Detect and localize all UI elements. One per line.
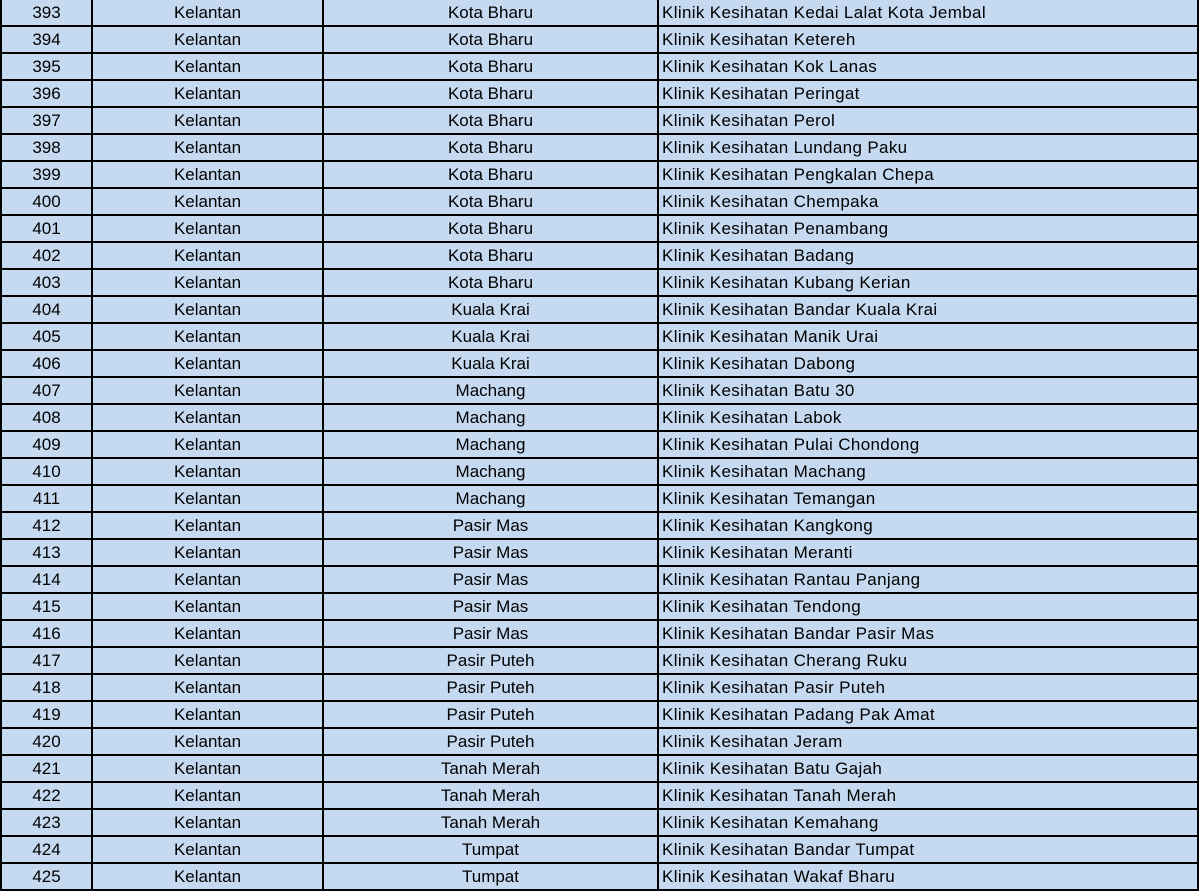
clinic-name-cell: Klinik Kesihatan Kubang Kerian [658, 269, 1198, 296]
table-row [1, 242, 1198, 269]
table-row [1, 269, 1198, 296]
clinic-name-cell: Klinik Kesihatan Perol [658, 107, 1198, 134]
table-row [1, 215, 1198, 242]
row-number-cell: 421 [1, 755, 92, 782]
district-cell: Kota Bharu [323, 53, 658, 80]
state-cell: Kelantan [92, 188, 323, 215]
row-number-cell: 425 [1, 863, 92, 890]
district-cell: Machang [323, 431, 658, 458]
table-row [1, 377, 1198, 404]
table-row [1, 620, 1198, 647]
district-cell: Kota Bharu [323, 107, 658, 134]
table-row [1, 674, 1198, 701]
clinic-name-cell: Klinik Kesihatan Tanah Merah [658, 782, 1198, 809]
clinic-name-cell: Klinik Kesihatan Lundang Paku [658, 134, 1198, 161]
table-row [1, 458, 1198, 485]
table-row [1, 134, 1198, 161]
state-cell: Kelantan [92, 674, 323, 701]
district-cell: Kota Bharu [323, 134, 658, 161]
clinic-name-cell: Klinik Kesihatan Manik Urai [658, 323, 1198, 350]
table-row [1, 0, 1198, 26]
state-cell: Kelantan [92, 539, 323, 566]
state-cell: Kelantan [92, 566, 323, 593]
district-cell: Kota Bharu [323, 269, 658, 296]
row-number-cell: 403 [1, 269, 92, 296]
row-number-cell: 422 [1, 782, 92, 809]
district-cell: Tanah Merah [323, 755, 658, 782]
clinic-name-cell: Klinik Kesihatan Bandar Kuala Krai [658, 296, 1198, 323]
table-row [1, 107, 1198, 134]
row-number-cell: 397 [1, 107, 92, 134]
district-cell: Kuala Krai [323, 350, 658, 377]
state-cell: Kelantan [92, 323, 323, 350]
clinic-name-cell: Klinik Kesihatan Pasir Puteh [658, 674, 1198, 701]
row-number-cell: 410 [1, 458, 92, 485]
district-cell: Tanah Merah [323, 809, 658, 836]
table-row [1, 755, 1198, 782]
clinic-name-cell: Klinik Kesihatan Kangkong [658, 512, 1198, 539]
clinic-name-cell: Klinik Kesihatan Chempaka [658, 188, 1198, 215]
state-cell: Kelantan [92, 53, 323, 80]
table-row [1, 539, 1198, 566]
table-row [1, 485, 1198, 512]
table-row [1, 161, 1198, 188]
row-number-cell: 408 [1, 404, 92, 431]
state-cell: Kelantan [92, 728, 323, 755]
table-row [1, 512, 1198, 539]
clinic-name-cell: Klinik Kesihatan Tendong [658, 593, 1198, 620]
state-cell: Kelantan [92, 134, 323, 161]
clinic-name-cell: Klinik Kesihatan Pengkalan Chepa [658, 161, 1198, 188]
table-row [1, 836, 1198, 863]
state-cell: Kelantan [92, 269, 323, 296]
table-row [1, 53, 1198, 80]
clinic-table-body [1, 0, 1198, 890]
district-cell: Kota Bharu [323, 242, 658, 269]
table-row [1, 728, 1198, 755]
clinic-name-cell: Klinik Kesihatan Badang [658, 242, 1198, 269]
clinic-name-cell: Klinik Kesihatan Machang [658, 458, 1198, 485]
clinic-name-cell: Klinik Kesihatan Temangan [658, 485, 1198, 512]
clinic-name-cell: Klinik Kesihatan Pulai Chondong [658, 431, 1198, 458]
row-number-cell: 399 [1, 161, 92, 188]
table-row [1, 566, 1198, 593]
district-cell: Kota Bharu [323, 26, 658, 53]
district-cell: Tanah Merah [323, 782, 658, 809]
clinic-name-cell: Klinik Kesihatan Ketereh [658, 26, 1198, 53]
clinic-name-cell: Klinik Kesihatan Dabong [658, 350, 1198, 377]
row-number-cell: 415 [1, 593, 92, 620]
clinic-name-cell: Klinik Kesihatan Batu Gajah [658, 755, 1198, 782]
state-cell: Kelantan [92, 107, 323, 134]
district-cell: Pasir Puteh [323, 647, 658, 674]
row-number-cell: 414 [1, 566, 92, 593]
state-cell: Kelantan [92, 593, 323, 620]
row-number-cell: 400 [1, 188, 92, 215]
state-cell: Kelantan [92, 161, 323, 188]
clinic-name-cell: Klinik Kesihatan Meranti [658, 539, 1198, 566]
state-cell: Kelantan [92, 377, 323, 404]
state-cell: Kelantan [92, 485, 323, 512]
state-cell: Kelantan [92, 512, 323, 539]
row-number-cell: 411 [1, 485, 92, 512]
district-cell: Kuala Krai [323, 323, 658, 350]
district-cell: Pasir Mas [323, 539, 658, 566]
clinic-name-cell: Klinik Kesihatan Bandar Tumpat [658, 836, 1198, 863]
state-cell: Kelantan [92, 620, 323, 647]
row-number-cell: 420 [1, 728, 92, 755]
table-row [1, 809, 1198, 836]
state-cell: Kelantan [92, 701, 323, 728]
district-cell: Pasir Puteh [323, 701, 658, 728]
clinic-name-cell: Klinik Kesihatan Wakaf Bharu [658, 863, 1198, 890]
row-number-cell: 412 [1, 512, 92, 539]
row-number-cell: 404 [1, 296, 92, 323]
district-cell: Machang [323, 458, 658, 485]
district-cell: Kota Bharu [323, 188, 658, 215]
row-number-cell: 401 [1, 215, 92, 242]
row-number-cell: 413 [1, 539, 92, 566]
state-cell: Kelantan [92, 647, 323, 674]
clinic-name-cell: Klinik Kesihatan Bandar Pasir Mas [658, 620, 1198, 647]
table-row [1, 782, 1198, 809]
row-number-cell: 394 [1, 26, 92, 53]
state-cell: Kelantan [92, 809, 323, 836]
district-cell: Kota Bharu [323, 0, 658, 26]
state-cell: Kelantan [92, 80, 323, 107]
row-number-cell: 423 [1, 809, 92, 836]
table-row [1, 350, 1198, 377]
row-number-cell: 406 [1, 350, 92, 377]
row-number-cell: 419 [1, 701, 92, 728]
district-cell: Machang [323, 404, 658, 431]
district-cell: Machang [323, 377, 658, 404]
row-number-cell: 424 [1, 836, 92, 863]
state-cell: Kelantan [92, 836, 323, 863]
clinic-name-cell: Klinik Kesihatan Batu 30 [658, 377, 1198, 404]
district-cell: Kota Bharu [323, 161, 658, 188]
clinic-name-cell: Klinik Kesihatan Kemahang [658, 809, 1198, 836]
state-cell: Kelantan [92, 296, 323, 323]
row-number-cell: 398 [1, 134, 92, 161]
district-cell: Kota Bharu [323, 80, 658, 107]
clinic-name-cell: Klinik Kesihatan Labok [658, 404, 1198, 431]
state-cell: Kelantan [92, 242, 323, 269]
table-row [1, 80, 1198, 107]
table-row [1, 26, 1198, 53]
state-cell: Kelantan [92, 404, 323, 431]
state-cell: Kelantan [92, 755, 323, 782]
row-number-cell: 395 [1, 53, 92, 80]
state-cell: Kelantan [92, 782, 323, 809]
clinic-name-cell: Klinik Kesihatan Peringat [658, 80, 1198, 107]
clinic-name-cell: Klinik Kesihatan Rantau Panjang [658, 566, 1198, 593]
row-number-cell: 393 [1, 0, 92, 26]
row-number-cell: 409 [1, 431, 92, 458]
row-number-cell: 402 [1, 242, 92, 269]
row-number-cell: 416 [1, 620, 92, 647]
clinic-name-cell: Klinik Kesihatan Jeram [658, 728, 1198, 755]
row-number-cell: 396 [1, 80, 92, 107]
state-cell: Kelantan [92, 0, 323, 26]
row-number-cell: 417 [1, 647, 92, 674]
clinic-name-cell: Klinik Kesihatan Kok Lanas [658, 53, 1198, 80]
state-cell: Kelantan [92, 215, 323, 242]
state-cell: Kelantan [92, 431, 323, 458]
district-cell: Pasir Puteh [323, 674, 658, 701]
table-row [1, 431, 1198, 458]
table-row [1, 863, 1198, 890]
row-number-cell: 418 [1, 674, 92, 701]
district-cell: Kota Bharu [323, 215, 658, 242]
district-cell: Machang [323, 485, 658, 512]
state-cell: Kelantan [92, 863, 323, 890]
district-cell: Kuala Krai [323, 296, 658, 323]
clinic-name-cell: Klinik Kesihatan Kedai Lalat Kota Jembal [658, 0, 1198, 26]
row-number-cell: 405 [1, 323, 92, 350]
district-cell: Tumpat [323, 863, 658, 890]
clinic-name-cell: Klinik Kesihatan Cherang Ruku [658, 647, 1198, 674]
state-cell: Kelantan [92, 458, 323, 485]
clinic-name-cell: Klinik Kesihatan Padang Pak Amat [658, 701, 1198, 728]
district-cell: Pasir Mas [323, 593, 658, 620]
row-number-cell: 407 [1, 377, 92, 404]
table-row [1, 323, 1198, 350]
district-cell: Tumpat [323, 836, 658, 863]
district-cell: Pasir Puteh [323, 728, 658, 755]
table-row [1, 701, 1198, 728]
table-row [1, 296, 1198, 323]
table-row [1, 404, 1198, 431]
state-cell: Kelantan [92, 350, 323, 377]
table-row [1, 647, 1198, 674]
district-cell: Pasir Mas [323, 512, 658, 539]
district-cell: Pasir Mas [323, 566, 658, 593]
district-cell: Pasir Mas [323, 620, 658, 647]
table-row [1, 593, 1198, 620]
clinic-name-cell: Klinik Kesihatan Penambang [658, 215, 1198, 242]
table-row [1, 188, 1198, 215]
state-cell: Kelantan [92, 26, 323, 53]
